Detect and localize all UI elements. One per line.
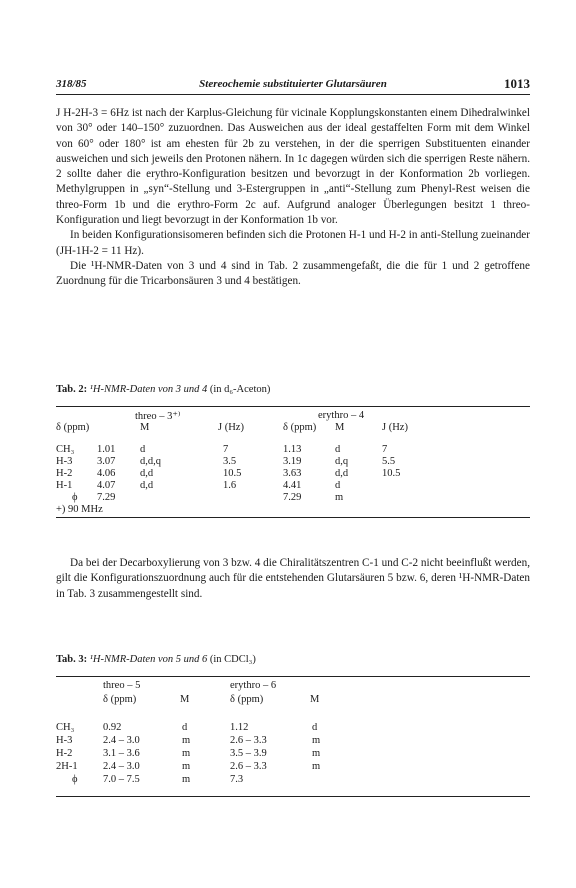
table3-cell: 7.3	[230, 774, 244, 785]
paragraph-4: Da bei der Decarboxylierung von 3 bzw. 4 die Chiralitätszentren C-1 und C-2 nicht beeinflußt werden, gilt die Konfigurationszuordnung auch für die entstehenden Glutarsäuren 5 bzw. 6, deren ¹H-NMR-Daten in Tab. 3 zusammengestellt sind.	[56, 557, 530, 600]
table3-cell: 2.6 – 3.3	[230, 761, 267, 772]
table2-cell: 3.19	[283, 456, 302, 467]
table3-cell: m	[312, 761, 321, 772]
table3-cell: CH₃	[56, 722, 75, 733]
table3-cell: 7.0 – 7.5	[103, 774, 140, 785]
table3-cell: 3.5 – 3.9	[230, 748, 267, 759]
table3-cell: 2H-1	[56, 761, 78, 772]
table3-cell: H-2	[56, 748, 73, 759]
table2-cell: d,d	[140, 480, 154, 491]
table3-cell: 1.12	[230, 722, 249, 733]
table2-cell: 1.6	[223, 480, 237, 491]
table2-cell: CH₃	[56, 444, 75, 455]
table3-caption	[56, 654, 256, 665]
table2-cell: H-2	[56, 468, 73, 479]
table2-cell: H-3	[56, 456, 73, 467]
table3-cell: H-3	[56, 735, 73, 746]
page-number: 1013	[504, 76, 530, 91]
table2-cell: 10.5	[382, 468, 401, 479]
table2-cell: d,d	[140, 468, 154, 479]
table3-solvent: (in CDCl₃)	[209, 654, 256, 665]
table3-header-1: M	[180, 694, 190, 705]
table2-cell: H-1	[56, 480, 73, 491]
table3-cell: 2.6 – 3.3	[230, 735, 267, 746]
table2-cell: d	[335, 480, 341, 491]
table3-cell: d	[312, 722, 318, 733]
table3-cell: m	[182, 761, 191, 772]
table2-cell: 7	[382, 444, 388, 455]
table3-cell: 3.1 – 3.6	[103, 748, 140, 759]
paragraph-1: J H-2H-3 = 6Hz ist nach der Karplus-Gleichung für vicinale Kopplungskonstanten einem Dihedralwinkel von 30° oder 140–150° zuzuordnen. Das Ausweichen aus der ideal gestaffelten Form mit dem Winkel von 60° oder 180° ist am ehesten für 2b zu verstehen, in der die sperrigen Substituenten einander ausweichen und sich jeweils den Protonen nähern. In 1c dagegen würden sich die sperrigen Reste nähern. 2 sollte daher die erythro-Konfiguration besitzen und bevorzugt in der Konformation 2b vorliegen. Methylgruppen in „syn“-Stellung und 3-Estergruppen in „anti“-Stellung zum Phenyl-Rest weisen die threo-Form 1b und die erythro-Form 2c auf. Aufgrund analoger Überlegungen besitzt 1 threo-Konfiguration und liegt bevorzugt in der Konformation 1b vor.	[56, 107, 530, 227]
table2-title: ¹H-NMR-Daten von 3 und 4	[89, 384, 208, 395]
table2-cell: 7	[223, 444, 229, 455]
table3-cell: m	[312, 735, 321, 746]
header-volume: 318/85	[56, 78, 87, 90]
table2-cell: 4.41	[283, 480, 302, 491]
table2-cell: 1.01	[97, 444, 116, 455]
table3-rule-bottom	[56, 796, 530, 797]
table2-group-threo: threo – 3⁺⁾	[135, 411, 181, 422]
table2-label: Tab. 2:	[56, 384, 88, 395]
table2-header-1: M	[140, 422, 150, 433]
table2-header-0: δ (ppm)	[56, 422, 90, 433]
table3-cell: ϕ	[72, 774, 78, 785]
table2-cell: 10.5	[223, 468, 242, 479]
table2-rule-bottom	[56, 517, 530, 518]
table3-rule-top	[56, 676, 530, 677]
table3-header-3: M	[310, 694, 320, 705]
table2-header-2: J (Hz)	[218, 422, 244, 433]
paragraph-3: Die ¹H-NMR-Daten von 3 und 4 sind in Tab. 2 zusammengefaßt, die die für 1 und 2 getroffene Zuordnung für die Tricarbonsäuren 3 und 4 bestätigen.	[56, 259, 530, 288]
main-text	[56, 106, 530, 290]
paragraph-2: In beiden Konfigurationsisomeren befinden sich die Protonen H-1 und H-2 in anti-Stellung zueinander (JH-1H-2 = 11 Hz).	[56, 229, 530, 257]
running-header	[56, 78, 530, 95]
table3-title: ¹H-NMR-Daten von 5 und 6	[89, 654, 208, 665]
table2-cell: 3.5	[223, 456, 237, 467]
table3-group-erythro: erythro – 6	[230, 680, 277, 691]
table2-cell: 1.13	[283, 444, 302, 455]
table2-cell: d,q	[335, 456, 349, 467]
table2-group-erythro: erythro – 4	[318, 410, 365, 421]
table3-cell: m	[312, 748, 321, 759]
table2-cell: 5.5	[382, 456, 396, 467]
table2-header-5: J (Hz)	[382, 422, 408, 433]
table3-header-0: δ (ppm)	[103, 694, 137, 705]
table2-cell: 7.29	[97, 492, 116, 503]
table3-cell: d	[182, 722, 188, 733]
table2-cell: d	[140, 444, 146, 455]
table2-cell: d,d,q	[140, 456, 161, 467]
table2-caption	[56, 384, 270, 395]
table2-cell: 4.07	[97, 480, 116, 491]
table3-cell: 2.4 – 3.0	[103, 761, 140, 772]
table2-solvent: (in d₆-Aceton)	[209, 384, 271, 395]
table3-cell: 0.92	[103, 722, 122, 733]
table3-cell: m	[182, 774, 191, 785]
header-title: Stereochemie substituierter Glutarsäuren	[199, 78, 387, 90]
main-text-2	[56, 556, 530, 602]
table2-cell: 7.29	[283, 492, 302, 503]
table2-cell: 4.06	[97, 468, 116, 479]
table2-cell: 3.07	[97, 456, 116, 467]
table2-cell: 3.63	[283, 468, 302, 479]
table2-header-3: δ (ppm)	[283, 422, 317, 433]
table2-cell: d	[335, 444, 341, 455]
table2-cell: m	[335, 492, 344, 503]
table2-cell: ϕ	[72, 492, 78, 503]
table3-cell: 2.4 – 3.0	[103, 735, 140, 746]
table2-header-4: M	[335, 422, 345, 433]
table3-cell: m	[182, 748, 191, 759]
table3-group-threo: threo – 5	[103, 680, 141, 691]
table2-rule-top	[56, 406, 530, 407]
table3-cell: m	[182, 735, 191, 746]
table2-cell: d,d	[335, 468, 349, 479]
table2-footnote: +) 90 MHz	[56, 504, 103, 515]
table3-label: Tab. 3:	[56, 654, 88, 665]
table3-header-2: δ (ppm)	[230, 694, 264, 705]
